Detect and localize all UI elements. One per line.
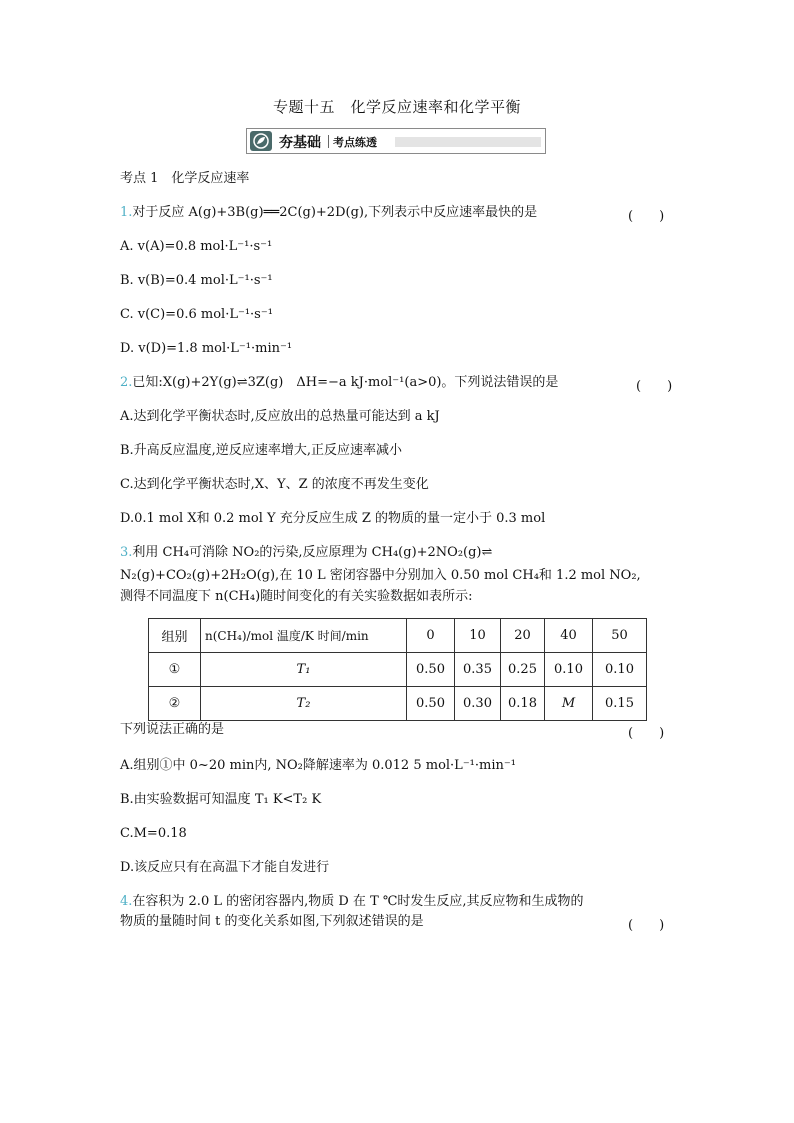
table-cell: 0.10 [593, 653, 647, 687]
banner-bar [395, 137, 541, 147]
option-d: D.0.1 mol X和 0.2 mol Y 充分反应生成 Z 的物质的量一定小于 0.3 mol [120, 511, 546, 526]
section-banner [246, 128, 546, 154]
question-4-stem [120, 894, 584, 910]
question-text: 对于反应 A(g)+3B(g)══2C(g)+2D(g),下列表示中反应速率最快的是 [132, 205, 538, 220]
header-cell: n(CH₄)/mol 温度/K 时间/min [201, 619, 407, 653]
data-table [148, 618, 647, 721]
header-cell: 40 [545, 619, 593, 653]
header-cell: 0 [407, 619, 455, 653]
answer-bracket: ( ) [628, 209, 665, 224]
table-cell: 0.18 [501, 687, 545, 721]
option-b: B. v(B)=0.4 mol·L⁻¹·s⁻¹ [120, 273, 273, 288]
table-cell: 0.35 [455, 653, 501, 687]
option-d: D.该反应只有在高温下才能自发进行 [120, 860, 330, 875]
question-1-stem [120, 205, 537, 221]
option-a: A. v(A)=0.8 mol·L⁻¹·s⁻¹ [120, 239, 273, 254]
table-cell: 0.50 [407, 653, 455, 687]
banner-divider [328, 135, 329, 148]
option-b: B.升高反应温度,逆反应速率增大,正反应速率减小 [120, 443, 402, 458]
table-cell: 0.25 [501, 653, 545, 687]
question-text: 在容积为 2.0 L 的密闭容器内,物质 D 在 T ℃时发生反应,其反应物和生成物的 [132, 894, 584, 909]
option-b: B.由实验数据可知温度 T₁ K<T₂ K [120, 792, 322, 807]
question-4-line-2: 物质的量随时间 t 的变化关系如图,下列叙述错误的是 [120, 914, 424, 929]
question-text: 已知:X(g)+2Y(g)⇌3Z(g) ΔH=−a kJ·mol⁻¹(a>0)。下列说法错误的是 [132, 375, 559, 390]
option-c: C.M=0.18 [120, 826, 187, 841]
page-title: 专题十五 化学反应速率和化学平衡 [272, 98, 521, 116]
table-cell: ② [149, 687, 201, 721]
question-number: 3. [120, 545, 133, 560]
question-3-line-3: 测得不同温度下 n(CH₄)随时间变化的有关实验数据如表所示: [120, 589, 473, 604]
table-cell: 0.30 [455, 687, 501, 721]
header-cell: 组别 [149, 619, 201, 653]
table-row [149, 687, 647, 721]
leaf-logo-icon [250, 131, 272, 151]
question-number: 1. [120, 205, 133, 220]
question-number: 4. [120, 894, 133, 909]
header-cell: 20 [501, 619, 545, 653]
header-cell: 50 [593, 619, 647, 653]
option-c: C. v(C)=0.6 mol·L⁻¹·s⁻¹ [120, 307, 273, 322]
table-cell: M [545, 687, 593, 721]
option-d: D. v(D)=1.8 mol·L⁻¹·min⁻¹ [120, 341, 293, 356]
option-a: A.达到化学平衡状态时,反应放出的总热量可能达到 a kJ [120, 409, 440, 424]
question-3-stem [120, 545, 492, 561]
option-c: C.达到化学平衡状态时,X、Y、Z 的浓度不再发生变化 [120, 477, 429, 492]
question-text: 利用 CH₄可消除 NO₂的污染,反应原理为 CH₄(g)+2NO₂(g)⇌ [132, 545, 493, 560]
table-cell: ① [149, 653, 201, 687]
answer-bracket: ( ) [628, 918, 665, 933]
header-cell: 10 [455, 619, 501, 653]
section-heading: 考点 1 化学反应速率 [120, 171, 250, 186]
table-cell: 0.50 [407, 687, 455, 721]
banner-subtitle: 考点练透 [333, 136, 377, 149]
table-cell: T₂ [201, 687, 407, 721]
answer-bracket: ( ) [636, 379, 673, 394]
question-3-ask: 下列说法正确的是 [120, 722, 225, 737]
answer-bracket: ( ) [628, 726, 665, 741]
table-header-row [149, 619, 647, 653]
banner-title: 夯基础 [279, 135, 321, 151]
question-3-line-2: N₂(g)+CO₂(g)+2H₂O(g),在 10 L 密闭容器中分别加入 0.50 mol CH₄和 1.2 mol NO₂, [120, 568, 641, 583]
question-2-stem [120, 375, 558, 391]
table-cell: 0.10 [545, 653, 593, 687]
table-cell: T₁ [201, 653, 407, 687]
option-a: A.组别①中 0~20 min内, NO₂降解速率为 0.012 5 mol·L⁻¹·min⁻¹ [120, 758, 516, 773]
question-number: 2. [120, 375, 133, 390]
table-cell: 0.15 [593, 687, 647, 721]
table-row [149, 653, 647, 687]
